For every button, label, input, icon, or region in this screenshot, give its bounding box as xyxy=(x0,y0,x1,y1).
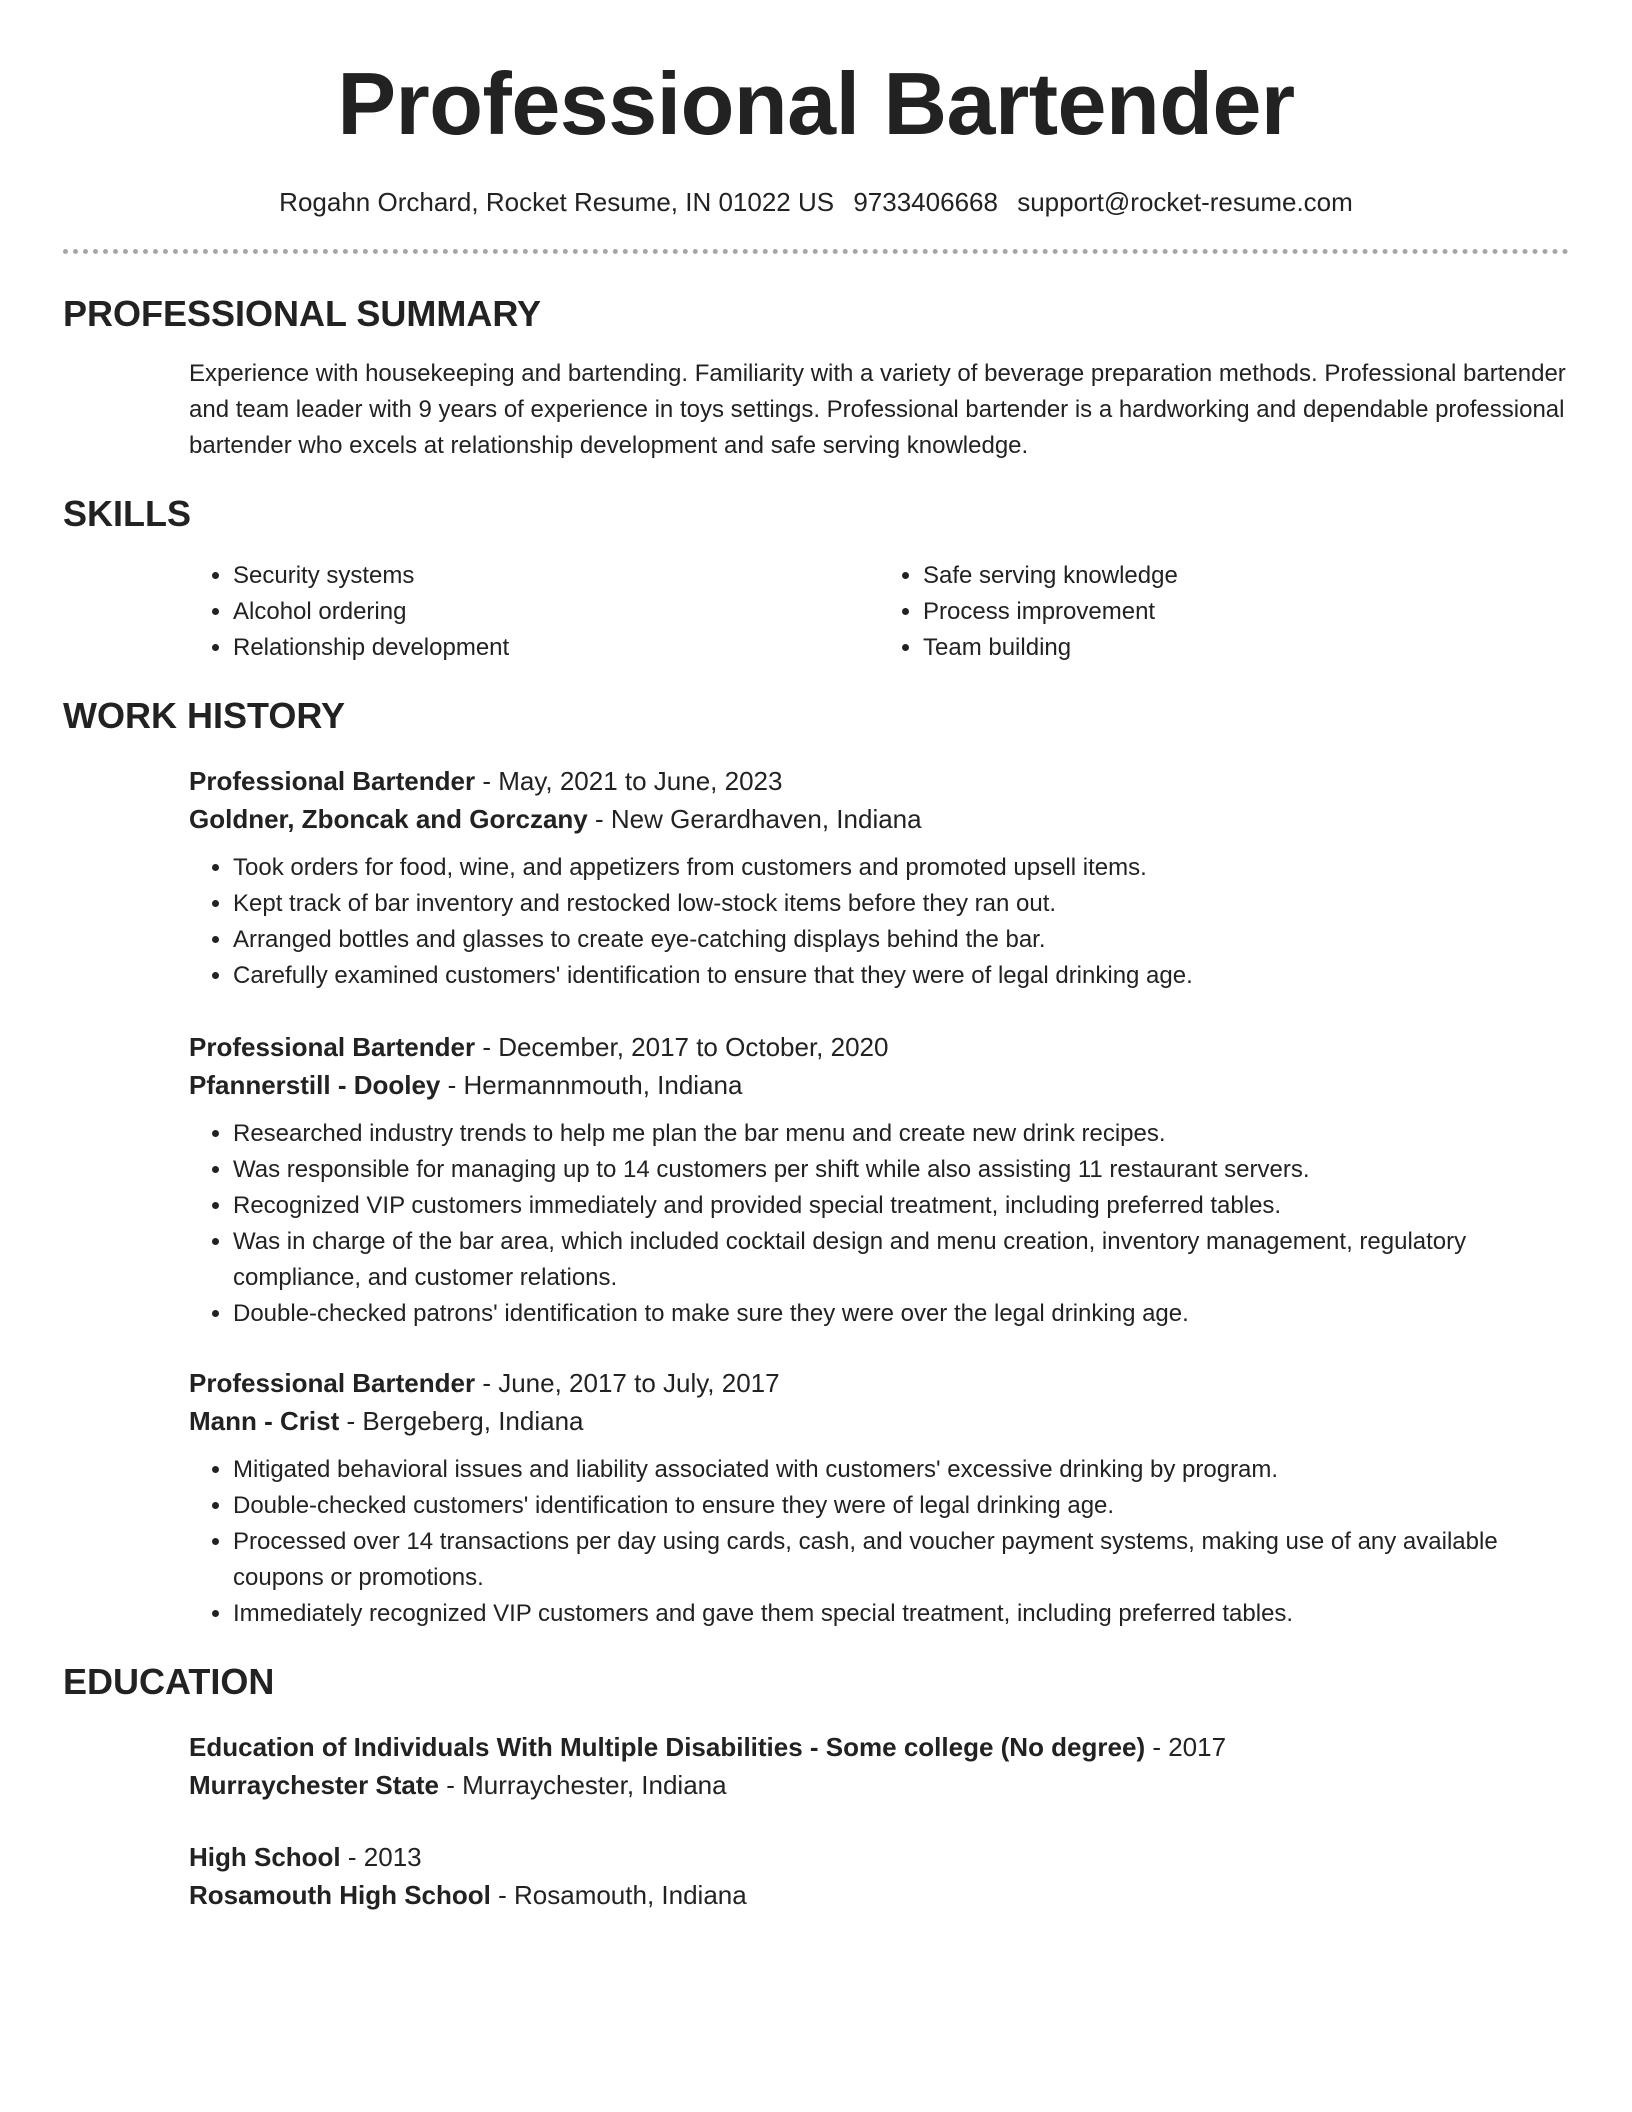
job-bullet: • Processed over 14 transactions per day using cards, cash, and voucher payment systems, making use of any available coupons or promotions. xyxy=(233,1524,1569,1596)
job-dates: - December, 2017 to October, 2020 xyxy=(475,1032,889,1062)
job-bullet: • Was in charge of the bar area, which included cocktail design and menu creation, inventory management, regulatory compliance, and customer relations. xyxy=(233,1224,1569,1296)
contact-address: Rogahn Orchard, Rocket Resume, IN 01022 US xyxy=(279,187,835,217)
job-bullet: • Double-checked patrons' identification to make sure they were over the legal drinking age. xyxy=(233,1296,1569,1332)
job-bullets xyxy=(189,1116,1569,1332)
skill-item: • Team building xyxy=(923,630,1569,666)
job-bullet: • Recognized VIP customers immediately and provided special treatment, including preferred tables. xyxy=(233,1188,1569,1224)
job-company: Pfannerstill - Dooley xyxy=(189,1070,441,1100)
job-role-line xyxy=(189,1364,1569,1402)
header-divider xyxy=(63,249,1569,254)
skill-item: • Security systems xyxy=(233,558,879,594)
job-location: - Hermannmouth, Indiana xyxy=(440,1070,743,1100)
section-title-work-history: WORK HISTORY xyxy=(63,695,346,736)
job-entry xyxy=(189,762,1569,994)
resume-name: Professional Bartender xyxy=(337,54,1295,153)
skill-item: • Safe serving knowledge xyxy=(923,558,1569,594)
section-title-education: EDUCATION xyxy=(63,1661,275,1702)
job-bullet: • Mitigated behavioral issues and liability associated with customers' excessive drinking by program. xyxy=(233,1452,1569,1488)
education-degree: Education of Individuals With Multiple Disabilities - Some college (No degree) xyxy=(189,1732,1146,1762)
job-role: Professional Bartender xyxy=(189,1032,476,1062)
job-location: - Bergeberg, Indiana xyxy=(339,1406,584,1436)
contact-line xyxy=(63,186,1569,218)
job-bullet: • Arranged bottles and glasses to create eye-catching displays behind the bar. xyxy=(233,922,1569,958)
contact-email: support@rocket-resume.com xyxy=(1017,187,1353,217)
job-entry xyxy=(189,1028,1569,1332)
section-title-summary: PROFESSIONAL SUMMARY xyxy=(63,293,542,334)
skills-column-left xyxy=(189,558,879,666)
education-year: - 2013 xyxy=(340,1842,422,1872)
education-year: - 2017 xyxy=(1145,1732,1227,1762)
job-bullet: • Researched industry trends to help me plan the bar menu and create new drink recipes. xyxy=(233,1116,1569,1152)
job-dates: - May, 2021 to June, 2023 xyxy=(475,766,783,796)
education-degree-line xyxy=(189,1838,1569,1876)
job-role: Professional Bartender xyxy=(189,1368,476,1398)
skills-list xyxy=(189,558,1569,666)
job-bullet: • Double-checked customers' identification to ensure they were of legal drinking age. xyxy=(233,1488,1569,1524)
section-title-skills: SKILLS xyxy=(63,493,192,534)
education-school: Rosamouth High School xyxy=(189,1880,491,1910)
job-role-line xyxy=(189,1028,1569,1066)
job-company-line xyxy=(189,1066,1569,1104)
skill-item: • Relationship development xyxy=(233,630,879,666)
job-company: Goldner, Zboncak and Gorczany xyxy=(189,804,588,834)
job-bullets xyxy=(189,850,1569,994)
job-company-line xyxy=(189,800,1569,838)
job-bullet: • Took orders for food, wine, and appetizers from customers and promoted upsell items. xyxy=(233,850,1569,886)
contact-phone: 9733406668 xyxy=(853,187,998,217)
job-entry xyxy=(189,1364,1569,1632)
job-bullet: • Was responsible for managing up to 14 customers per shift while also assisting 11 restaurant servers. xyxy=(233,1152,1569,1188)
education-school: Murraychester State xyxy=(189,1770,439,1800)
skills-column-right xyxy=(879,558,1569,666)
education-degree: High School xyxy=(189,1842,341,1872)
education-entry xyxy=(189,1838,1569,1914)
education-location: - Rosamouth, Indiana xyxy=(490,1880,747,1910)
skill-item: • Alcohol ordering xyxy=(233,594,879,630)
job-location: - New Gerardhaven, Indiana xyxy=(587,804,922,834)
job-company: Mann - Crist xyxy=(189,1406,340,1436)
job-bullet: • Immediately recognized VIP customers and gave them special treatment, including preferred tables. xyxy=(233,1596,1569,1632)
education-school-line xyxy=(189,1876,1569,1914)
job-company-line xyxy=(189,1402,1569,1440)
job-bullet: • Carefully examined customers' identification to ensure that they were of legal drinking age. xyxy=(233,958,1569,994)
education-entry xyxy=(189,1728,1569,1804)
job-role-line xyxy=(189,762,1569,800)
summary-text: Experience with housekeeping and bartending. Familiarity with a variety of beverage preparation methods. Professional bartender and team leader with 9 years of experience in toys settings. Professional bartender is a hardworking and dependable professional bartender who excels at relationship development and safe serving knowledge. xyxy=(189,360,1566,459)
job-dates: - June, 2017 to July, 2017 xyxy=(475,1368,780,1398)
education-school-line xyxy=(189,1766,1569,1804)
job-role: Professional Bartender xyxy=(189,766,476,796)
job-bullet: • Kept track of bar inventory and restocked low-stock items before they ran out. xyxy=(233,886,1569,922)
education-degree-line xyxy=(189,1728,1569,1766)
skill-item: • Process improvement xyxy=(923,594,1569,630)
education-location: - Murraychester, Indiana xyxy=(439,1770,727,1800)
job-bullets xyxy=(189,1452,1569,1632)
